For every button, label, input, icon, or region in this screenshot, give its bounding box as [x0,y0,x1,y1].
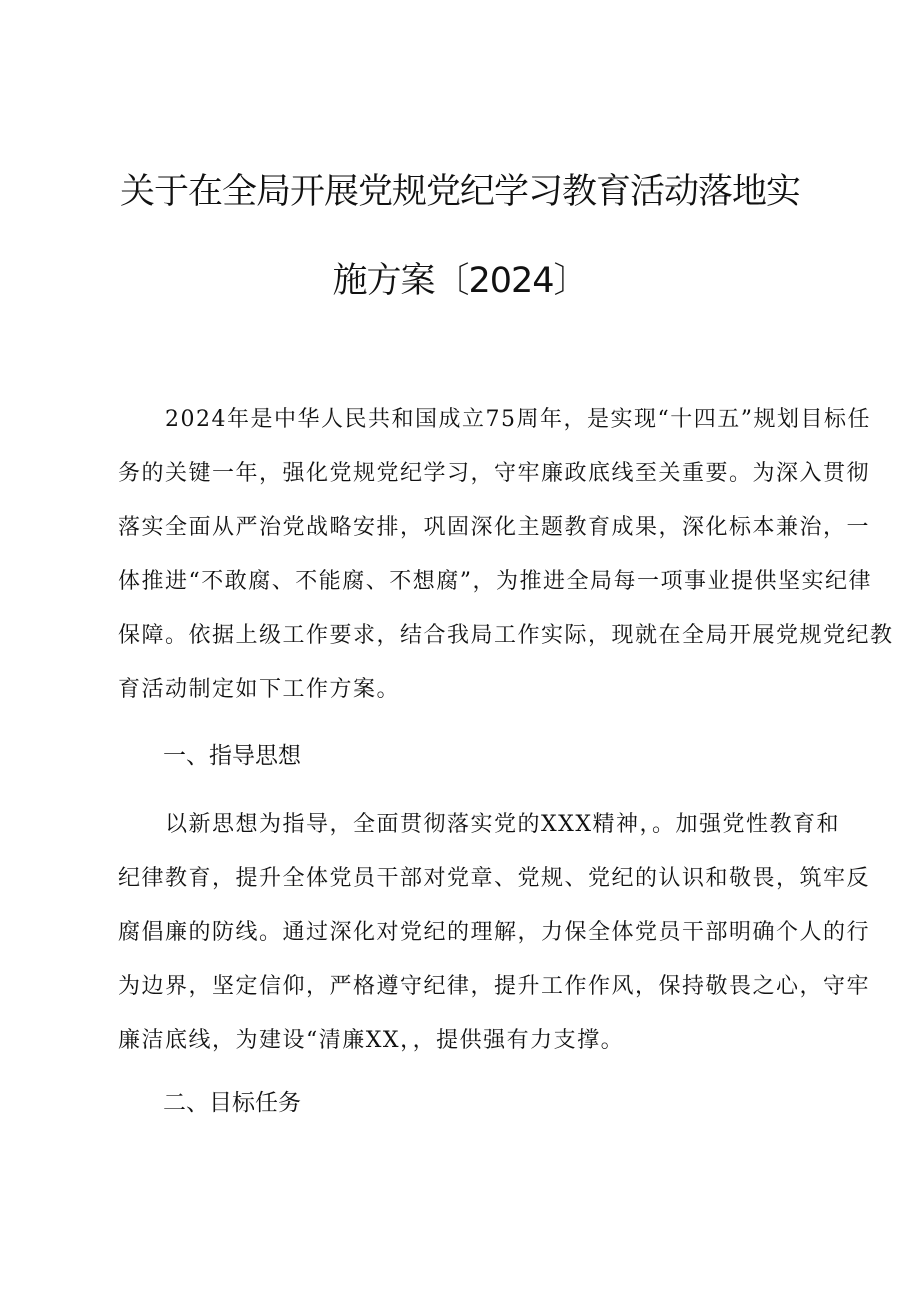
section-heading-guiding-ideology: 一、指导思想 [163,743,301,769]
paragraph-line: 纪律教育，提升全体党员干部对党章、党规、党纪的认识和敬畏，筑牢反 [118,866,871,891]
paragraph-line: 以新思想为指导，全面贯彻落实党的XXX精神，。加强党性教育和 [118,812,840,837]
paragraph-line: 育活动制定如下工作方案。 [118,677,401,702]
paragraph-line: 2024年是中华人民共和国成立75周年，是实现“十四五”规划目标任 [118,407,871,432]
document-title-line-2: 施方案〔2024〕 [332,261,588,301]
guiding-ideology-paragraph [118,798,871,1068]
paragraph-line: 体推进“不敢腐、不能腐、不想腐”，为推进全局每一项事业提供坚实纪律 [118,569,872,594]
paragraph-line: 保障。依据上级工作要求，结合我局工作实际，现就在全局开展党规党纪教 [118,623,894,648]
paragraph-line: 腐倡廉的防线。通过深化对党纪的理解，力保全体党员干部明确个人的行 [118,920,871,945]
paragraph-line: 为边界，坚定信仰，严格遵守纪律，提升工作作风，保持敬畏之心，守牢 [118,974,871,999]
document-title-line-1: 关于在全局开展党规党纪学习教育活动落地实 [119,172,800,212]
paragraph-line: 落实全面从严治党战略安排，巩固深化主题教育成果，深化标本兼治，一 [118,515,871,540]
paragraph-line: 廉洁底线，为建设“清廉XX，，提供强有力支撑。 [118,1028,625,1053]
intro-paragraph [118,393,894,717]
section-heading-goals-tasks: 二、目标任务 [163,1090,301,1116]
paragraph-line: 务的关键一年，强化党规党纪学习，守牢廉政底线至关重要。为深入贯彻 [118,461,871,486]
